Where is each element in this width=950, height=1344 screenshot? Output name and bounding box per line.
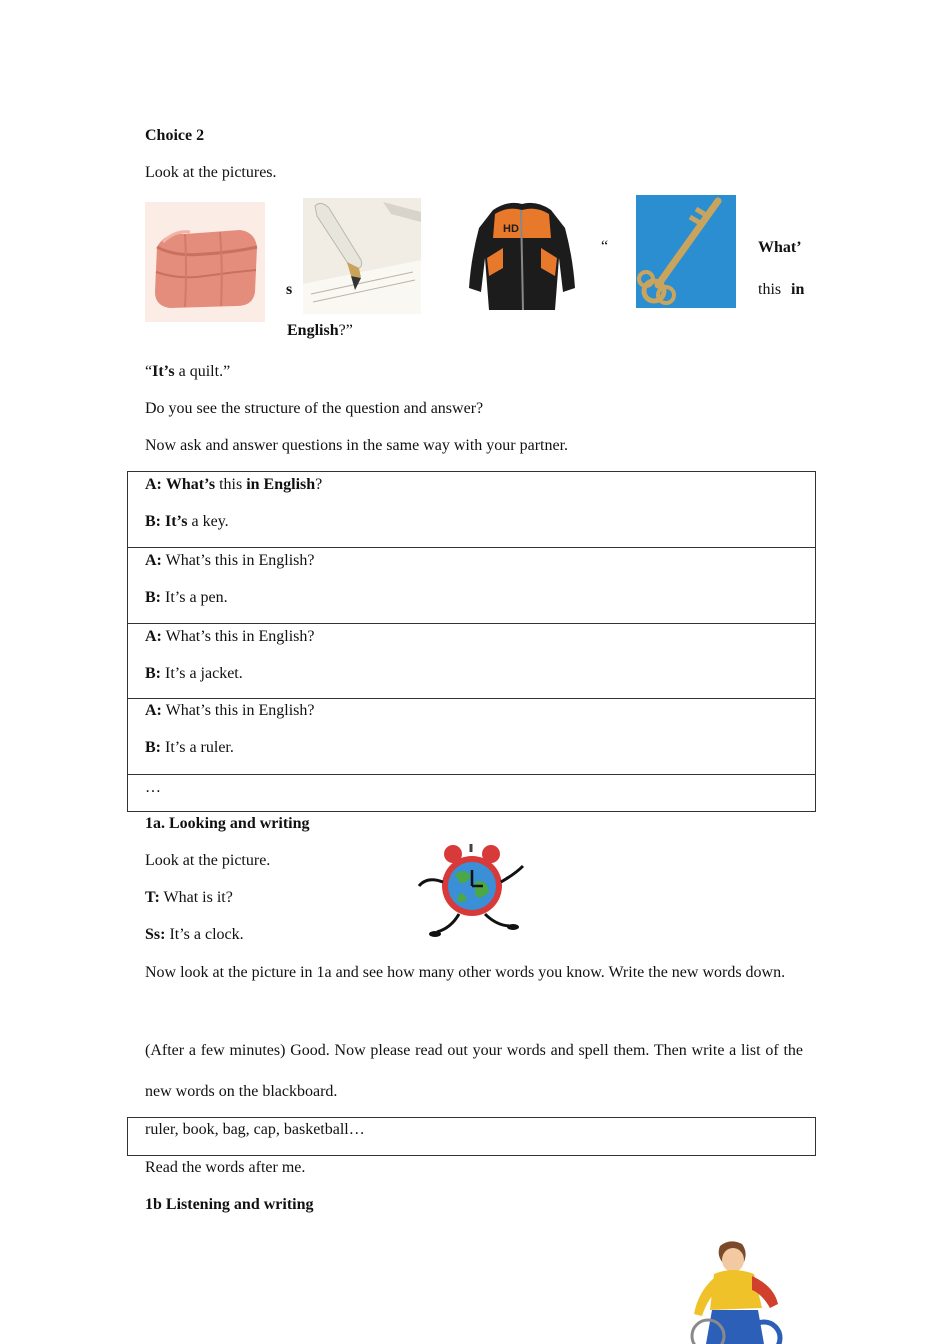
structure-question: Do you see the structure of the question and answer? bbox=[145, 400, 484, 417]
quilt-picture bbox=[145, 202, 265, 322]
dialog-row bbox=[128, 472, 815, 548]
word-list-box bbox=[127, 1117, 816, 1156]
dialog-answer: B: It’s a pen. bbox=[145, 589, 228, 606]
dialog-question: A: What’s this in English? bbox=[145, 628, 315, 645]
dialog-table bbox=[127, 471, 816, 812]
question-english: English?” bbox=[287, 322, 353, 339]
question-s: s bbox=[286, 281, 293, 298]
answer-quilt: “It’s a quilt.” bbox=[145, 363, 231, 380]
clock-picture bbox=[415, 842, 527, 942]
practice-instruction: Now ask and answer questions in the same way with your partner. bbox=[145, 437, 569, 454]
teacher-line: T: What is it? bbox=[145, 889, 233, 906]
dialog-question: A: What’s this in English? bbox=[145, 702, 315, 719]
read-after-me: Read the words after me. bbox=[145, 1159, 306, 1176]
section-1b-heading: 1b Listening and writing bbox=[145, 1196, 314, 1213]
dialog-ellipsis: … bbox=[145, 779, 161, 796]
dialog-answer: B: It’s a key. bbox=[145, 513, 229, 530]
jacket-picture bbox=[463, 198, 581, 316]
dialog-question: A: What’s this in English? bbox=[145, 476, 323, 493]
instruction-text: Look at the pictures. bbox=[145, 164, 277, 181]
dialog-question: A: What’s this in English? bbox=[145, 552, 315, 569]
dialog-row bbox=[128, 699, 815, 775]
paragraph-read-out: (After a few minutes) Good. Now please read out your words and spell them. Then write a list of the new words on the blackboard. bbox=[145, 1042, 803, 1100]
dialog-row bbox=[128, 548, 815, 624]
question-open-quote: “ bbox=[601, 238, 609, 255]
choice-title: Choice 2 bbox=[145, 127, 205, 144]
question-in: in bbox=[791, 281, 805, 298]
pen-picture bbox=[303, 198, 421, 314]
section-1a-heading: 1a. Looking and writing bbox=[145, 815, 310, 832]
word-list: ruler, book, bag, cap, basketball… bbox=[145, 1121, 365, 1138]
question-this: this bbox=[758, 281, 782, 298]
paragraph-new-words: Now look at the picture in 1a and see how many other words you know. Write the new words down. bbox=[145, 964, 786, 981]
boy-on-bike-picture bbox=[678, 1238, 790, 1344]
look-picture-text: Look at the picture. bbox=[145, 852, 271, 869]
svg-text:HD: HD bbox=[503, 223, 519, 235]
dialog-answer: B: It’s a jacket. bbox=[145, 665, 243, 682]
key-picture bbox=[636, 195, 736, 308]
dialog-row bbox=[128, 624, 815, 699]
dialog-answer: B: It’s a ruler. bbox=[145, 739, 234, 756]
question-what: What’ bbox=[758, 239, 802, 256]
students-line: Ss: It’s a clock. bbox=[145, 926, 244, 943]
dialog-row bbox=[128, 775, 815, 811]
